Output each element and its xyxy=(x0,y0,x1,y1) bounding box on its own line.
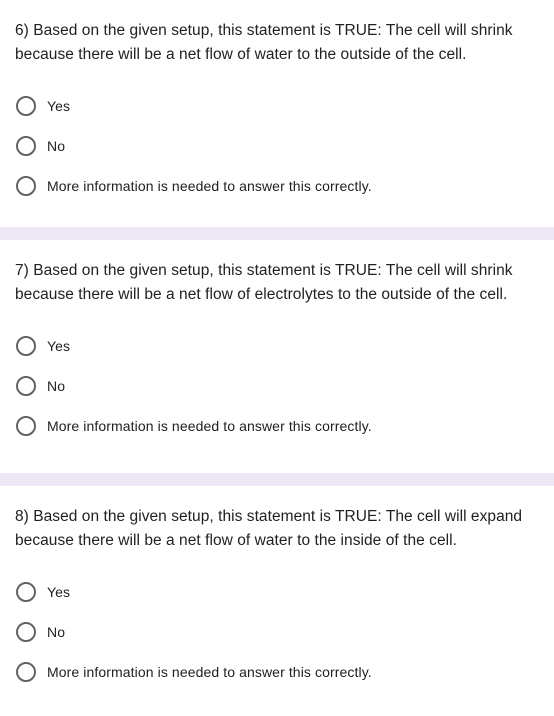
option-label: More information is needed to answer this correctly. xyxy=(47,418,372,434)
option-label: More information is needed to answer this correctly. xyxy=(47,178,372,194)
option-more-info[interactable] xyxy=(15,660,544,684)
option-yes[interactable] xyxy=(15,94,544,118)
option-label: No xyxy=(47,624,66,640)
question-card-6 xyxy=(0,0,554,227)
radio-group xyxy=(15,94,544,198)
option-no[interactable] xyxy=(15,620,544,644)
radio-button-icon[interactable] xyxy=(16,622,36,642)
option-label: No xyxy=(47,378,66,394)
radio-button-icon[interactable] xyxy=(16,176,36,196)
option-no[interactable] xyxy=(15,134,544,158)
radio-button-icon[interactable] xyxy=(16,582,36,602)
radio-button-icon[interactable] xyxy=(16,96,36,116)
option-no[interactable] xyxy=(15,374,544,398)
option-label: Yes xyxy=(47,338,71,354)
question-text: 6) Based on the given setup, this statement is TRUE: The cell will shrink because there will be a net flow of water to the outside of the cell. xyxy=(15,22,513,63)
radio-group xyxy=(15,334,544,438)
option-label: No xyxy=(47,138,66,154)
option-label: Yes xyxy=(47,98,71,114)
radio-button-icon[interactable] xyxy=(16,416,36,436)
question-card-7 xyxy=(0,240,554,473)
option-label: More information is needed to answer this correctly. xyxy=(47,664,372,680)
radio-button-icon[interactable] xyxy=(16,336,36,356)
question-card-8 xyxy=(0,486,554,716)
radio-group xyxy=(15,580,544,684)
radio-button-icon[interactable] xyxy=(16,376,36,396)
option-label: Yes xyxy=(47,584,71,600)
option-more-info[interactable] xyxy=(15,414,544,438)
question-text: 8) Based on the given setup, this statement is TRUE: The cell will expand because there will be a net flow of water to the inside of the cell. xyxy=(15,508,523,549)
question-text: 7) Based on the given setup, this statement is TRUE: The cell will shrink because there will be a net flow of electrolytes to the outside of the cell. xyxy=(15,262,513,303)
radio-button-icon[interactable] xyxy=(16,136,36,156)
option-yes[interactable] xyxy=(15,334,544,358)
option-yes[interactable] xyxy=(15,580,544,604)
radio-button-icon[interactable] xyxy=(16,662,36,682)
option-more-info[interactable] xyxy=(15,174,544,198)
